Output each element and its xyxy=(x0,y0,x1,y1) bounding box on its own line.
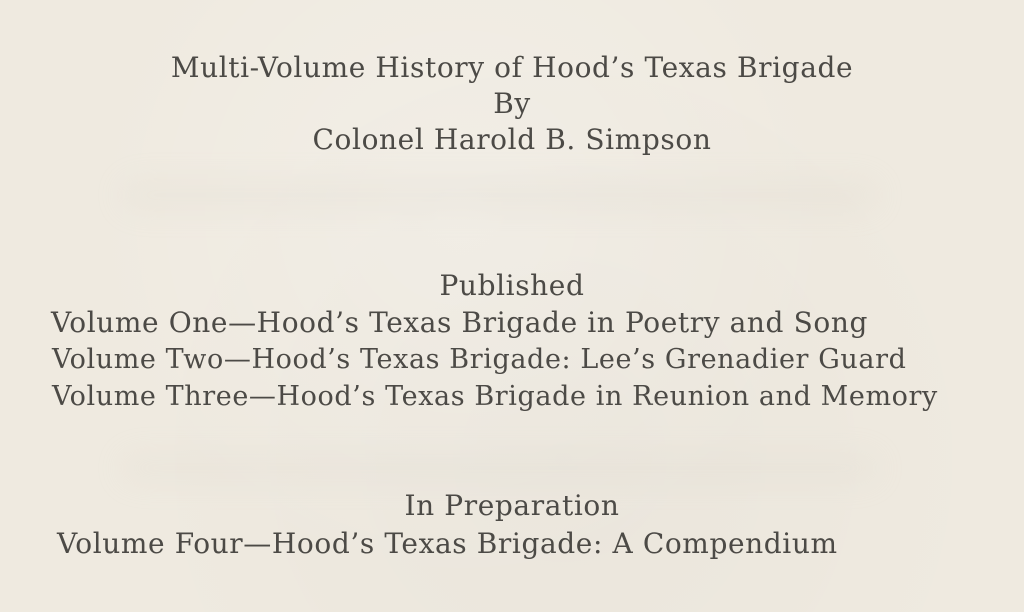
in-preparation-heading: In Preparation xyxy=(404,489,620,522)
published-item-2: Volume Two—Hood’s Texas Brigade: Lee’s Grenadier Guard xyxy=(52,344,907,375)
author-name: Colonel Harold B. Simpson xyxy=(312,123,712,156)
in-preparation-item-1: Volume Four—Hood’s Texas Brigade: A Compendium xyxy=(57,527,838,560)
published-heading: Published xyxy=(439,269,585,302)
published-item-3: Volume Three—Hood’s Texas Brigade in Reunion and Memory xyxy=(52,381,938,412)
byline-label: By xyxy=(493,87,531,120)
show-through-top xyxy=(120,178,880,212)
document-title: Multi-Volume History of Hood’s Texas Brigade xyxy=(170,51,854,84)
published-item-1: Volume One—Hood’s Texas Brigade in Poetry and Song xyxy=(51,306,868,339)
show-through-bottom xyxy=(120,452,880,484)
